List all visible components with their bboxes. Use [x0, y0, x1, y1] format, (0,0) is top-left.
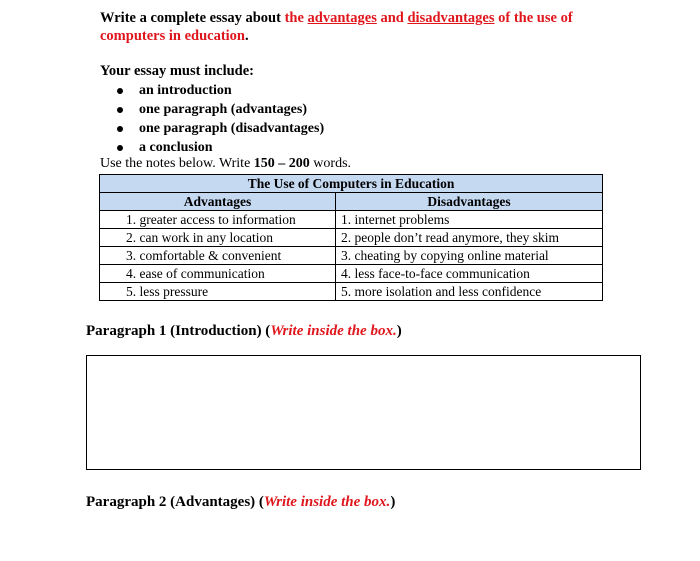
paragraph1-answer-box[interactable]: [86, 355, 641, 470]
instruction-part1: Write a complete essay about: [100, 10, 285, 26]
table-row: 4. ease of communication 4. less face-to-face communication: [100, 265, 603, 283]
bullet-icon: [117, 88, 123, 94]
table-row: 3. comfortable & convenient 3. cheating by copying online material: [100, 247, 603, 265]
instruction-advantages: advantages: [307, 10, 377, 26]
instruction-disadvantages: disadvantages: [407, 10, 495, 26]
header-advantages: Advantages: [100, 193, 336, 211]
word-count-note: Use the notes below. Write 150 – 200 words.: [100, 156, 352, 171]
paragraph2-hint: Write inside the box.: [263, 494, 391, 510]
paragraph1-hint: Write inside the box.: [270, 323, 397, 339]
notes-table: [99, 174, 603, 301]
list-item: an introduction: [100, 81, 324, 100]
bullet-icon: [117, 145, 123, 151]
paragraph2-label: Paragraph 2 (Advantages) (Write inside the box.): [86, 494, 396, 510]
list-item: one paragraph (advantages): [100, 100, 324, 119]
header-disadvantages: Disadvantages: [336, 193, 603, 211]
table-row: 1. greater access to information 1. internet problems: [100, 211, 603, 229]
instruction-the: the: [284, 10, 308, 26]
include-list: [100, 81, 324, 157]
word-range: 150 – 200: [253, 156, 310, 171]
list-item: a conclusion: [100, 138, 324, 157]
bullet-icon: [117, 107, 123, 113]
instruction-and: and: [376, 10, 408, 26]
instruction-period: .: [245, 28, 249, 44]
list-item: one paragraph (disadvantages): [100, 119, 324, 138]
instruction-part3: of the use of computers in education: [100, 10, 573, 44]
table-row: 5. less pressure 5. more isolation and less confidence: [100, 283, 603, 301]
paragraph1-label: Paragraph 1 (Introduction) (Write inside the box.): [86, 323, 402, 339]
essay-instruction: [100, 9, 630, 45]
must-include-heading: Your essay must include:: [100, 63, 255, 79]
table-title: The Use of Computers in Education: [100, 175, 603, 193]
table-row: 2. can work in any location 2. people don’t read anymore, they skim: [100, 229, 603, 247]
bullet-icon: [117, 126, 123, 132]
